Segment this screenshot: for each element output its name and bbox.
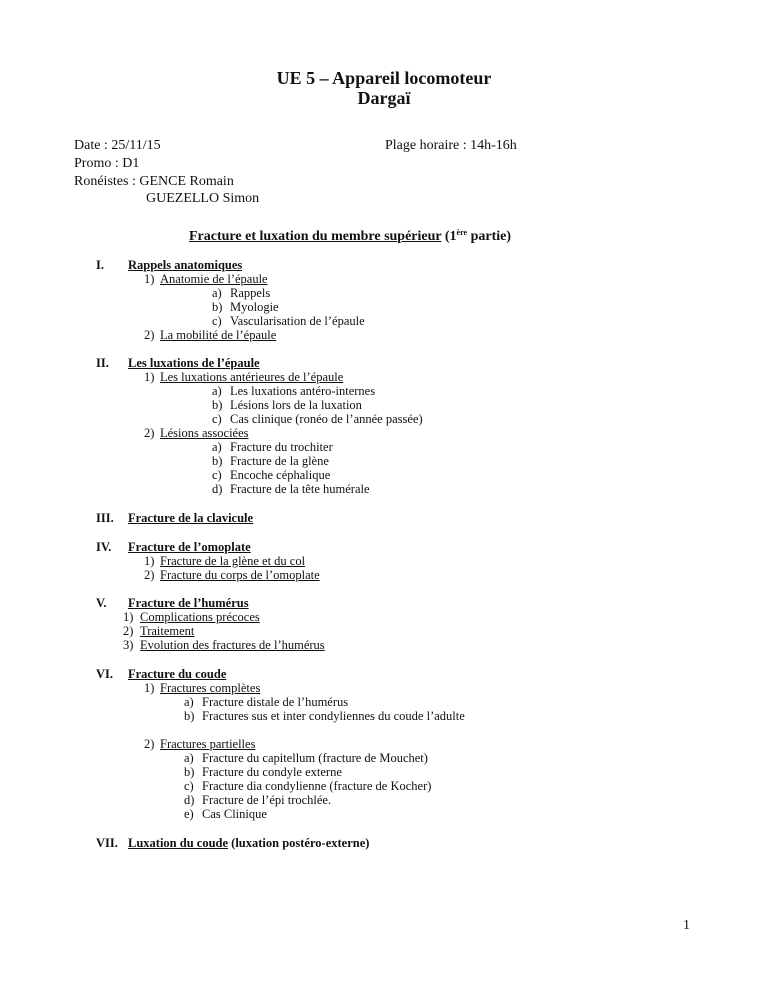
list-marker: 1) xyxy=(144,272,155,286)
list-item: Fracture de l’épi trochlée. xyxy=(202,793,332,807)
page-number: 1 xyxy=(683,918,690,933)
roneiste-2-field: GUEZELLO Simon xyxy=(146,191,260,206)
section-number: VI. xyxy=(96,667,114,681)
list-item: Fractures sus et inter condyliennes du coude l’adulte xyxy=(202,709,465,723)
list-item: Fracture de la glène xyxy=(230,454,329,468)
section-title: Les luxations de l’épaule xyxy=(128,356,260,370)
document-title-line-1: UE 5 – Appareil locomoteur xyxy=(276,68,492,88)
list-item: Myologie xyxy=(230,300,279,314)
section-title: Fracture de l’omoplate xyxy=(128,540,251,554)
section-number: V. xyxy=(96,596,107,610)
section-number: III. xyxy=(96,511,114,525)
section-subtitle xyxy=(189,228,511,245)
list-marker: 2) xyxy=(144,426,155,440)
section-number: I. xyxy=(96,258,104,272)
list-item: Fracture du capitellum (fracture de Mouchet) xyxy=(202,751,428,765)
promo-field: Promo : D1 xyxy=(74,156,140,171)
list-marker: 1) xyxy=(144,681,155,695)
section-title: Fracture de la clavicule xyxy=(128,511,254,525)
subsection-item: Evolution des fractures de l’humérus xyxy=(140,638,325,652)
date-field: Date : 25/11/15 xyxy=(74,138,161,153)
section-title: Rappels anatomiques xyxy=(128,258,243,272)
section-heading xyxy=(128,596,249,610)
list-marker: a) xyxy=(212,384,222,398)
section-heading xyxy=(128,540,251,554)
list-item: Fracture distale de l’humérus xyxy=(202,695,349,709)
subsection-item: Les luxations antérieures de l’épaule xyxy=(160,370,344,384)
list-marker: d) xyxy=(184,793,195,807)
section-title: Luxation du coude xyxy=(128,836,229,850)
section-title: Fracture du coude xyxy=(128,667,227,681)
list-marker: 1) xyxy=(144,370,155,384)
list-marker: 2) xyxy=(144,568,155,582)
list-item: Rappels xyxy=(230,286,271,300)
list-marker: b) xyxy=(184,765,195,779)
list-marker: a) xyxy=(184,695,194,709)
section-heading xyxy=(128,258,242,272)
list-marker: c) xyxy=(212,412,222,426)
subsection-item: Traitement xyxy=(140,624,195,638)
list-marker: b) xyxy=(212,454,223,468)
section-number: II. xyxy=(96,356,109,370)
list-marker: c) xyxy=(184,779,194,793)
list-marker: 2) xyxy=(144,328,155,342)
subtitle-paren-open: (1 xyxy=(441,229,457,244)
list-marker: 2) xyxy=(123,624,134,638)
list-item: Fracture dia condylienne (fracture de Kocher) xyxy=(202,779,432,793)
list-marker: a) xyxy=(212,440,222,454)
subsection-item: Fracture du corps de l’omoplate xyxy=(160,568,320,582)
list-marker: 2) xyxy=(144,737,155,751)
list-item: Cas clinique (ronéo de l’année passée) xyxy=(230,412,423,426)
subsection-item: Complications précoces xyxy=(140,610,260,624)
section-title-suffix: (luxation postéro-externe) xyxy=(228,836,370,850)
subsection-item: Anatomie de l’épaule xyxy=(160,272,268,286)
list-marker: b) xyxy=(212,398,223,412)
subsection-item: Fractures complètes xyxy=(160,681,261,695)
list-item: Vascularisation de l’épaule xyxy=(230,314,365,328)
list-marker: b) xyxy=(184,709,195,723)
section-number: VII. xyxy=(96,836,118,850)
subsection-item: La mobilité de l’épaule xyxy=(160,328,277,342)
subsection-item: Lésions associées xyxy=(160,426,249,440)
list-marker: 1) xyxy=(144,554,155,568)
list-item: Lésions lors de la luxation xyxy=(230,398,362,412)
section-heading xyxy=(128,356,260,370)
list-item: Fracture du trochiter xyxy=(230,440,333,454)
section-heading xyxy=(128,836,369,850)
list-marker: c) xyxy=(212,468,222,482)
subsection-item: Fracture de la glène et du col xyxy=(160,554,306,568)
section-number: IV. xyxy=(96,540,112,554)
list-item: Fracture de la tête humérale xyxy=(230,482,370,496)
list-marker: c) xyxy=(212,314,222,328)
subtitle-superscript: ère xyxy=(456,228,468,237)
list-marker: 3) xyxy=(123,638,134,652)
list-marker: a) xyxy=(184,751,194,765)
list-marker: d) xyxy=(212,482,223,496)
list-marker: e) xyxy=(184,807,194,821)
section-title: Fracture de l’humérus xyxy=(128,596,249,610)
list-item: Cas Clinique xyxy=(202,807,267,821)
list-marker: 1) xyxy=(123,610,134,624)
time-slot-field: Plage horaire : 14h-16h xyxy=(385,138,517,153)
list-item: Encoche céphalique xyxy=(230,468,331,482)
section-heading xyxy=(128,511,253,525)
list-item: Fracture du condyle externe xyxy=(202,765,342,779)
list-marker: a) xyxy=(212,286,222,300)
subtitle-main: Fracture et luxation du membre supérieur xyxy=(189,229,442,244)
document-title-line-2: Dargaï xyxy=(357,88,411,108)
list-marker: b) xyxy=(212,300,223,314)
roneistes-field: Ronéistes : GENCE Romain xyxy=(74,174,234,189)
subsection-item: Fractures partielles xyxy=(160,737,256,751)
list-item: Les luxations antéro-internes xyxy=(230,384,376,398)
section-heading xyxy=(128,667,226,681)
subtitle-paren-close: partie) xyxy=(467,229,511,244)
